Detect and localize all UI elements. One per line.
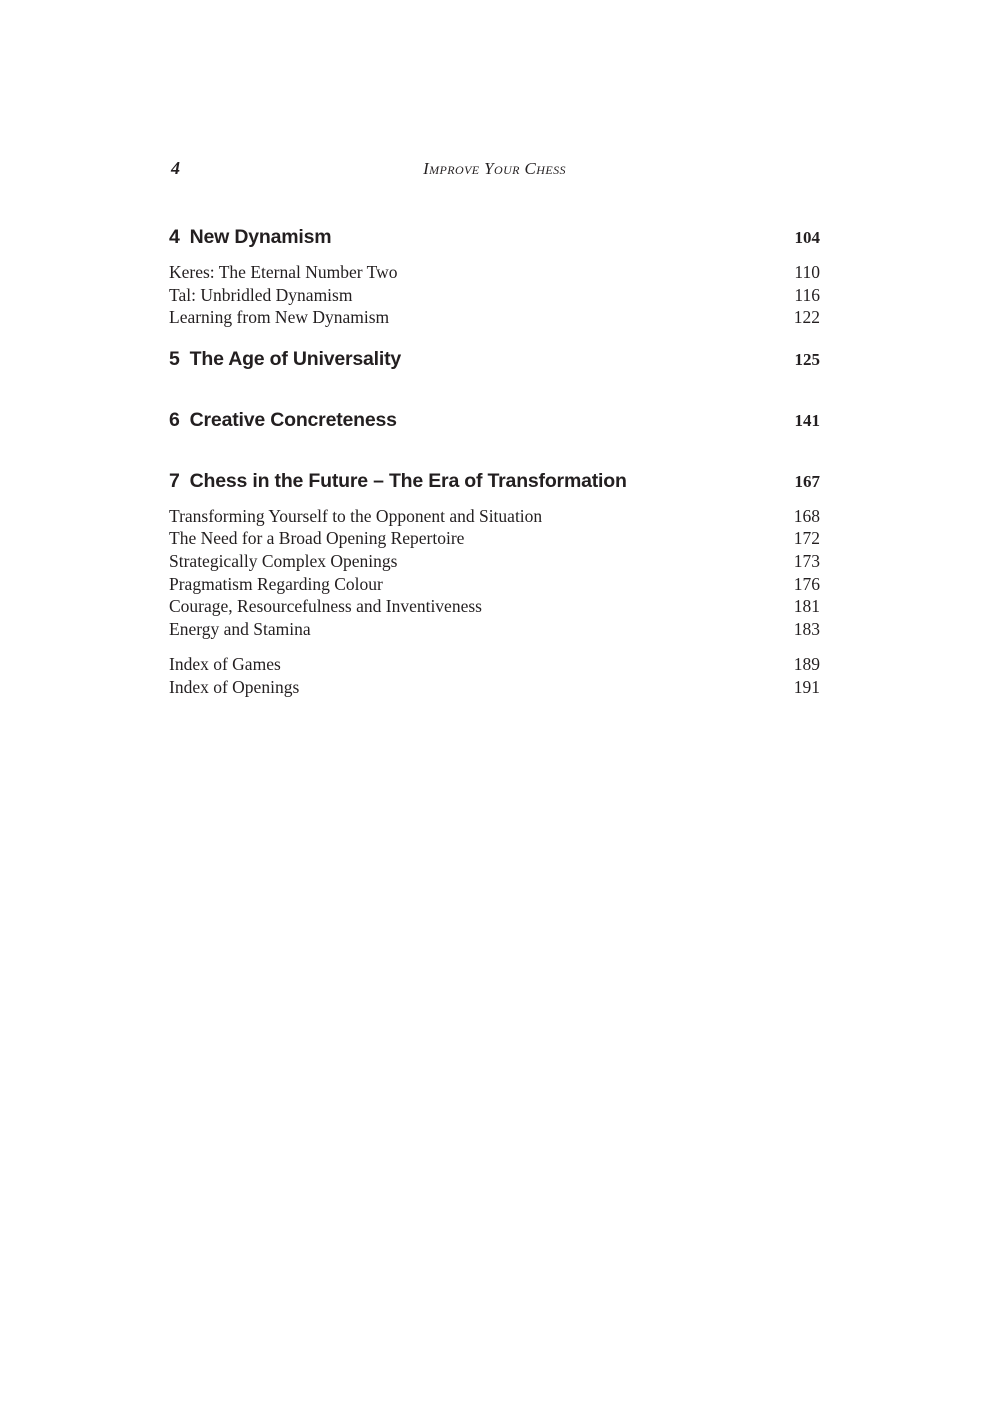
book-title: Improve Your Chess — [423, 159, 566, 178]
chapter-title — [169, 409, 397, 432]
chapter-page-number: 125 — [794, 349, 820, 369]
section-page-number: 181 — [793, 596, 820, 617]
index-page-number: 191 — [793, 676, 820, 697]
section-entry[interactable] — [169, 506, 820, 529]
chapter-title-text: The Age of Universality — [189, 347, 402, 370]
table-of-contents — [169, 226, 820, 700]
section-page-number: 116 — [794, 284, 820, 305]
page-number: 4 — [171, 158, 180, 178]
section-page-number: 173 — [793, 550, 820, 571]
section-entry[interactable] — [169, 551, 820, 574]
section-title: Energy and Stamina — [169, 618, 311, 639]
section-list — [169, 262, 820, 330]
chapter-page-number: 141 — [794, 410, 820, 430]
section-title: Transforming Yourself to the Opponent and Situation — [169, 505, 543, 526]
chapter-title — [169, 470, 627, 493]
section-title: The Need for a Broad Opening Repertoire — [169, 528, 465, 549]
chapter-title-text: Creative Concreteness — [189, 408, 397, 431]
spacer — [169, 330, 820, 348]
section-title: Learning from New Dynamism — [169, 307, 390, 328]
index-entry[interactable] — [169, 677, 820, 700]
chapter-number: 7 — [169, 469, 180, 492]
chapter-heading[interactable] — [169, 409, 820, 439]
section-entry[interactable] — [169, 619, 820, 642]
section-entry[interactable] — [169, 307, 820, 330]
section-page-number: 110 — [794, 262, 820, 282]
section-entry[interactable] — [169, 528, 820, 551]
chapter-7 — [169, 470, 820, 642]
index-list — [169, 654, 820, 699]
chapter-page-number: 167 — [794, 471, 820, 491]
chapter-title-text: New Dynamism — [189, 226, 332, 248]
chapter-5 — [169, 348, 820, 378]
section-title: Pragmatism Regarding Colour — [169, 573, 383, 594]
section-page-number: 183 — [793, 618, 820, 639]
chapter-heading[interactable] — [169, 226, 820, 256]
section-page-number: 176 — [793, 573, 820, 594]
spacer — [169, 439, 820, 470]
index-page-number: 189 — [793, 654, 820, 675]
section-entry[interactable] — [169, 262, 820, 285]
chapter-title-text: Chess in the Future – The Era of Transformation — [189, 469, 627, 492]
section-title: Courage, Resourcefulness and Inventiveness — [169, 596, 482, 617]
section-page-number: 172 — [793, 528, 820, 549]
index-entry[interactable] — [169, 654, 820, 677]
spacer — [169, 378, 820, 409]
chapter-4 — [169, 226, 820, 330]
running-head — [169, 158, 820, 182]
section-page-number: 122 — [793, 307, 820, 328]
chapter-6 — [169, 409, 820, 439]
section-title: Keres: The Eternal Number Two — [169, 262, 398, 282]
chapter-page-number: 104 — [794, 228, 820, 247]
chapter-title — [169, 226, 331, 249]
index-title: Index of Games — [169, 654, 281, 675]
section-list — [169, 506, 820, 642]
section-entry[interactable] — [169, 574, 820, 597]
chapter-heading[interactable] — [169, 470, 820, 500]
section-page-number: 168 — [793, 505, 820, 526]
section-title: Tal: Unbridled Dynamism — [169, 284, 353, 305]
chapter-number: 4 — [169, 226, 180, 248]
chapter-number: 6 — [169, 408, 180, 431]
section-entry[interactable] — [169, 596, 820, 619]
chapter-number: 5 — [169, 347, 180, 370]
index-title: Index of Openings — [169, 676, 300, 697]
section-title: Strategically Complex Openings — [169, 550, 398, 571]
chapter-heading[interactable] — [169, 348, 820, 378]
chapter-title — [169, 348, 401, 371]
section-entry[interactable] — [169, 285, 820, 308]
